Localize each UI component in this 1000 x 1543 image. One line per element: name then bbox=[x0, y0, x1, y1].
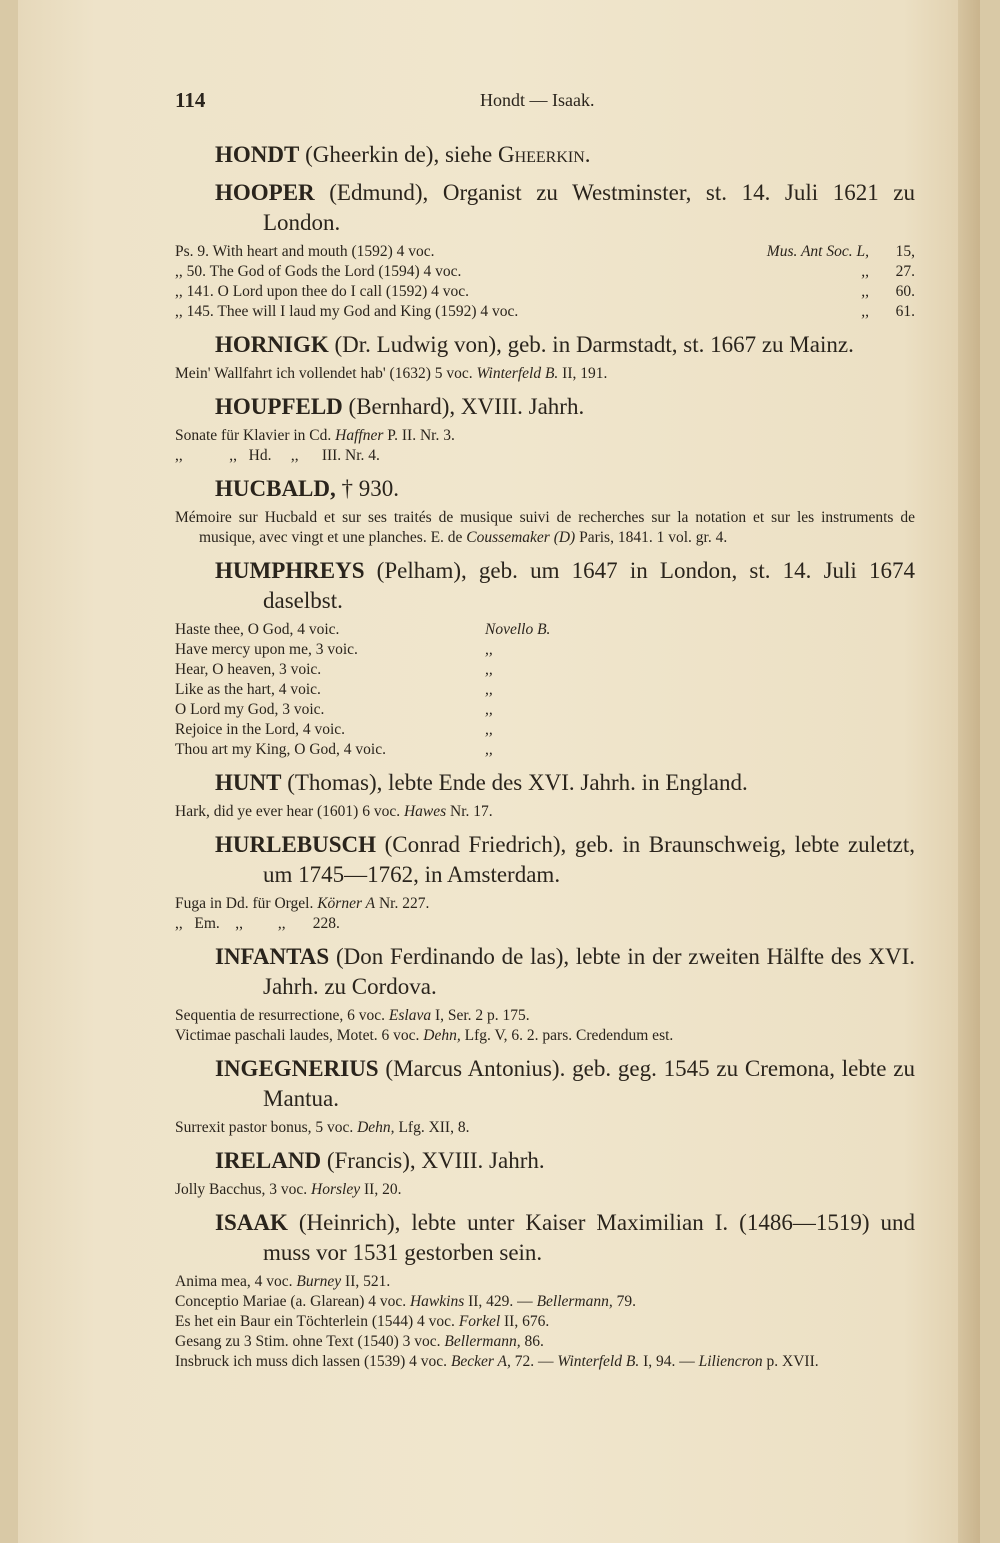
entry-heading: HONDT (Gheerkin de), siehe Gheerkin. bbox=[215, 142, 591, 167]
works-list bbox=[175, 1180, 915, 1200]
entry-heading: HURLEBUSCH (Conrad Friedrich), geb. in Braunschweig, lebte zuletzt, um 1745—1762, in Amsterdam. bbox=[215, 832, 915, 887]
work-item: Thou art my King, O God, 4 voic. ,, bbox=[175, 741, 493, 758]
works-list bbox=[175, 1118, 915, 1138]
entry-hondt bbox=[175, 140, 915, 170]
works-list bbox=[175, 364, 915, 384]
entry-isaak bbox=[175, 1208, 915, 1372]
works-list bbox=[175, 426, 915, 466]
entry-humphreys bbox=[175, 556, 915, 760]
work-item: Haste thee, O God, 4 voic. Novello B. bbox=[175, 621, 551, 638]
work-item: Hark, did ye ever hear (1601) 6 voc. Hawes Nr. 17. bbox=[175, 803, 493, 820]
entry-ireland bbox=[175, 1146, 915, 1200]
works-list bbox=[175, 802, 915, 822]
work-item: Insbruck ich muss dich lassen (1539) 4 voc. Becker A, 72. — Winterfeld B. I, 94. — Liliencron p. XVII. bbox=[175, 1353, 819, 1370]
work-item: Ps. 9. With heart and mouth (1592) 4 voc. Mus. Ant Soc. L, 15, bbox=[175, 243, 915, 260]
entry-heading: HORNIGK (Dr. Ludwig von), geb. in Darmstadt, st. 1667 zu Mainz. bbox=[215, 332, 854, 357]
entry-heading: HOUPFELD (Bernhard), XVIII. Jahrh. bbox=[215, 394, 585, 419]
work-item: Anima mea, 4 voc. Burney II, 521. bbox=[175, 1273, 391, 1290]
work-item: ,, 50. The God of Gods the Lord (1594) 4 voc. ,, 27. bbox=[175, 263, 915, 280]
entry-heading: HUNT (Thomas), lebte Ende des XVI. Jahrh. in England. bbox=[215, 770, 748, 795]
entry-hooper bbox=[175, 178, 915, 322]
entry-heading: INGEGNERIUS (Marcus Antonius). geb. geg. 1545 zu Cremona, lebte zu Mantua. bbox=[215, 1056, 915, 1111]
entry-heading: HOOPER (Edmund), Organist zu Westminster, st. 14. Juli 1621 zu London. bbox=[215, 180, 915, 235]
work-item: ,, 145. Thee will I laud my God and King (1592) 4 voc. ,, 61. bbox=[175, 303, 915, 320]
work-item: O Lord my God, 3 voic. ,, bbox=[175, 701, 493, 718]
entry-hucbald bbox=[175, 474, 915, 548]
work-item: Conceptio Mariae (a. Glarean) 4 voc. Hawkins II, 429. — Bellermann, 79. bbox=[175, 1293, 637, 1310]
work-item: Have mercy upon me, 3 voic. ,, bbox=[175, 641, 493, 658]
page-content bbox=[175, 132, 915, 1372]
work-item: ,, Em. ,, ,, 228. bbox=[175, 915, 340, 932]
works-list bbox=[175, 620, 915, 760]
page-edge bbox=[958, 0, 980, 1543]
entry-hurlebusch bbox=[175, 830, 915, 934]
entry-ingegnerius bbox=[175, 1054, 915, 1138]
works-list bbox=[175, 1272, 915, 1372]
entry-heading: HUMPHREYS (Pelham), geb. um 1647 in London, st. 14. Juli 1674 daselbst. bbox=[215, 558, 915, 613]
running-title: Hondt — Isaak. bbox=[480, 90, 595, 110]
work-item: Victimae paschali laudes, Motet. 6 voc. Dehn, Lfg. V, 6. 2. pars. Credendum est. bbox=[175, 1027, 674, 1044]
entry-heading: ISAAK (Heinrich), lebte unter Kaiser Maximilian I. (1486—1519) und muss vor 1531 gestorben sein. bbox=[215, 1210, 915, 1265]
work-item: Hear, O heaven, 3 voic. ,, bbox=[175, 661, 493, 678]
page-header bbox=[175, 88, 915, 118]
work-item: Gesang zu 3 Stim. ohne Text (1540) 3 voc. Bellermann, 86. bbox=[175, 1333, 544, 1350]
work-item: Jolly Bacchus, 3 voc. Horsley II, 20. bbox=[175, 1181, 402, 1198]
work-item: Rejoice in the Lord, 4 voic. ,, bbox=[175, 721, 493, 738]
work-item: Like as the hart, 4 voic. ,, bbox=[175, 681, 493, 698]
works-list bbox=[175, 894, 915, 934]
work-item: Surrexit pastor bonus, 5 voc. Dehn, Lfg. XII, 8. bbox=[175, 1119, 470, 1136]
work-item: ,, 141. O Lord upon thee do I call (1592) 4 voc. ,, 60. bbox=[175, 283, 915, 300]
work-item: Mein' Wallfahrt ich vollendet hab' (1632) 5 voc. Winterfeld B. II, 191. bbox=[175, 365, 608, 382]
work-item: Mémoire sur Hucbald et sur ses traités de musique suivi de recherches sur la notation et sur les instruments de musique, avec vingt et une planches. E. de Coussemaker (D) Paris, 1841. 1 vol. gr. 4. bbox=[175, 509, 915, 546]
work-item: Sequentia de resurrectione, 6 voc. Eslava I, Ser. 2 p. 175. bbox=[175, 1007, 530, 1024]
entry-heading: INFANTAS (Don Ferdinando de las), lebte in der zweiten Hälfte des XVI. Jahrh. zu Cordova. bbox=[215, 944, 915, 999]
work-item: ,, ,, Hd. ,, III. Nr. 4. bbox=[175, 447, 380, 464]
works-list bbox=[175, 508, 915, 548]
entry-heading: HUCBALD, † 930. bbox=[215, 476, 400, 501]
work-item: Es het ein Baur ein Töchterlein (1544) 4 voc. Forkel II, 676. bbox=[175, 1313, 550, 1330]
work-item: Fuga in Dd. für Orgel. Körner A Nr. 227. bbox=[175, 895, 430, 912]
works-list bbox=[175, 1006, 915, 1046]
entry-heading: IRELAND (Francis), XVIII. Jahrh. bbox=[215, 1148, 545, 1173]
entry-houpfeld bbox=[175, 392, 915, 466]
page-number: 114 bbox=[175, 88, 206, 112]
works-list bbox=[175, 242, 915, 322]
entry-hornigk bbox=[175, 330, 915, 384]
entry-infantas bbox=[175, 942, 915, 1046]
work-item: Sonate für Klavier in Cd. Haffner P. II. Nr. 3. bbox=[175, 427, 455, 444]
entry-hunt bbox=[175, 768, 915, 822]
